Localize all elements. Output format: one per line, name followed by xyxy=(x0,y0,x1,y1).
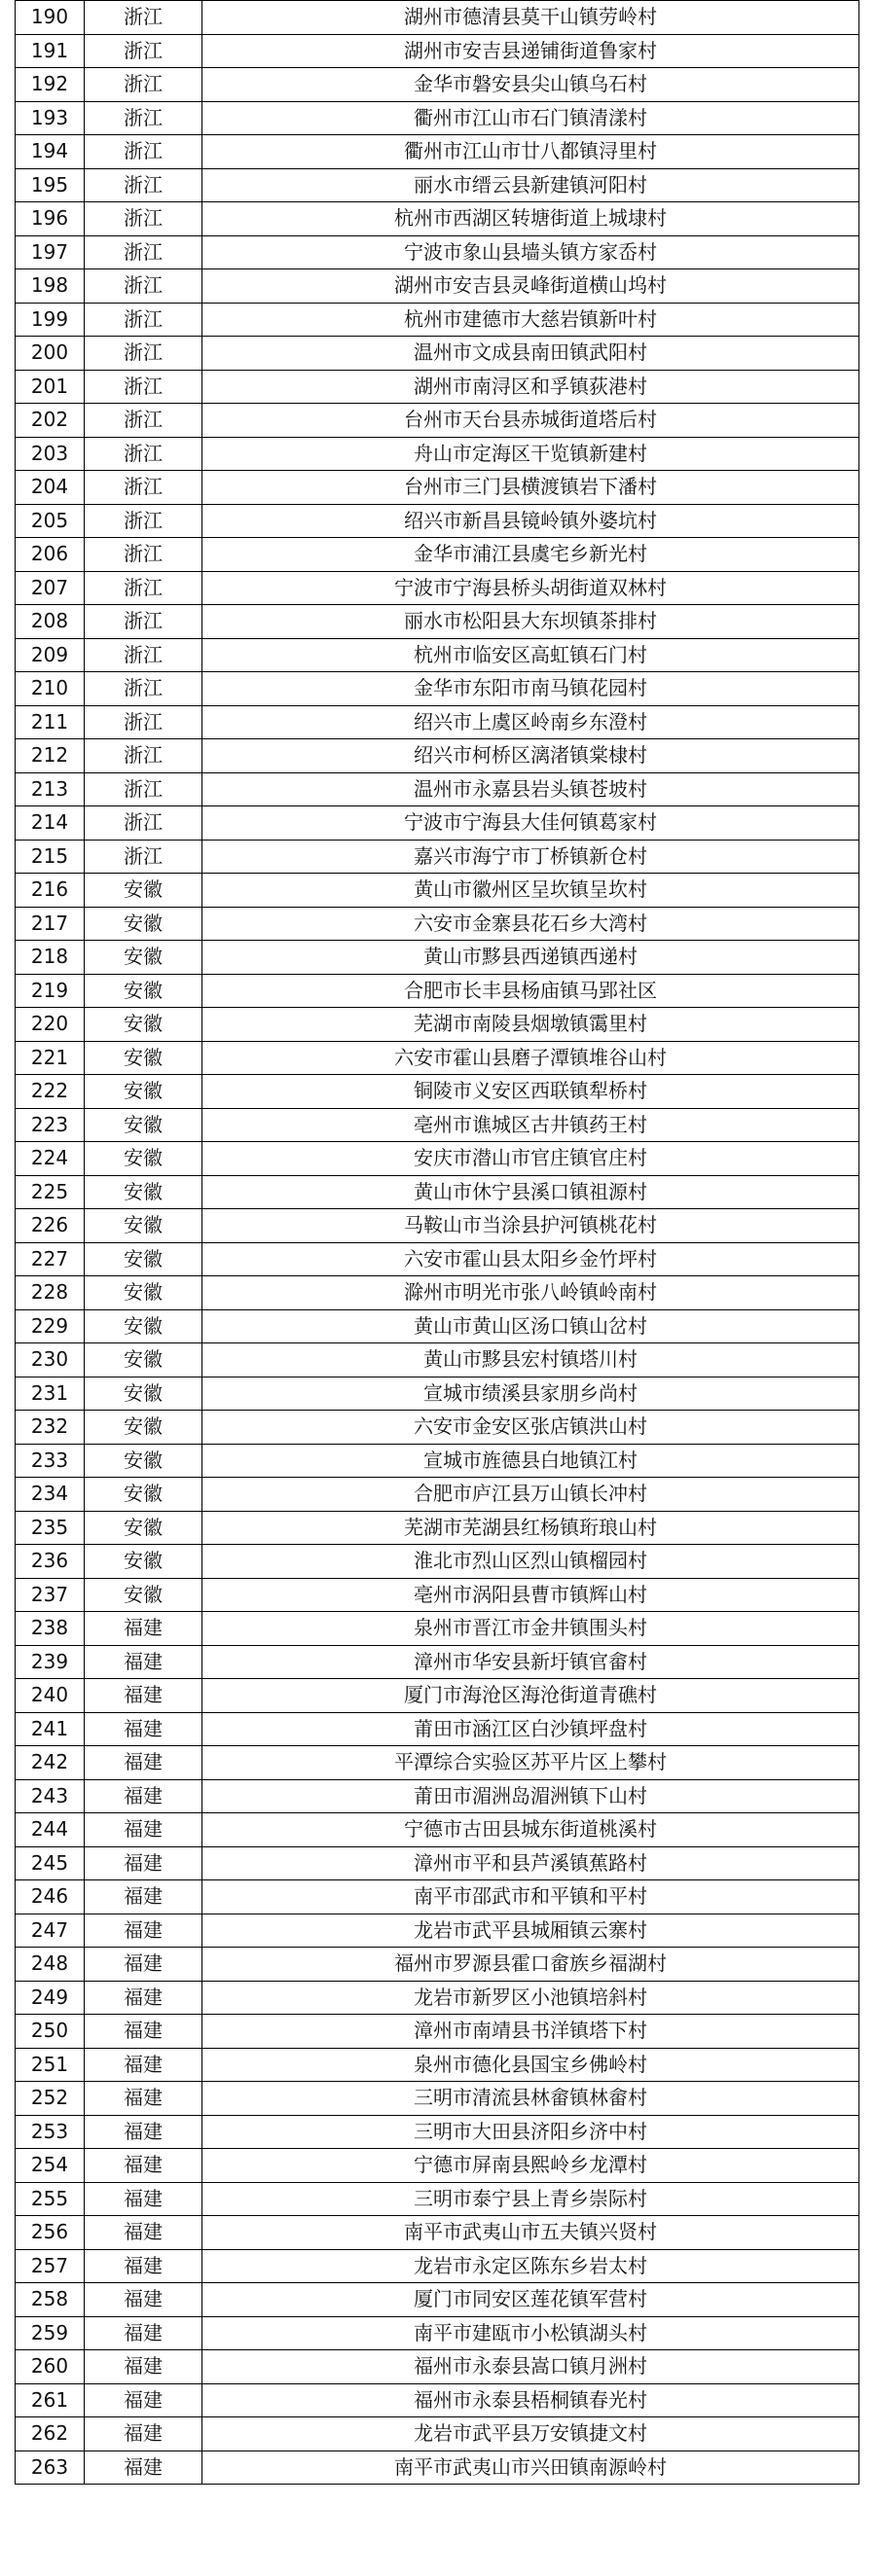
row-number-cell: 255 xyxy=(16,2182,85,2216)
village-name-cell: 漳州市南靖县书洋镇塔下村 xyxy=(202,2015,859,2049)
table-row xyxy=(16,1880,859,1914)
province-cell: 浙江 xyxy=(85,1,202,35)
table-row xyxy=(16,68,859,102)
row-number-cell: 222 xyxy=(16,1075,85,1109)
table-row xyxy=(16,1209,859,1243)
row-number-cell: 228 xyxy=(16,1276,85,1310)
village-name-cell: 嘉兴市海宁市丁桥镇新仓村 xyxy=(202,840,859,874)
row-number-cell: 247 xyxy=(16,1914,85,1948)
village-list-table xyxy=(15,0,859,2485)
row-number-cell: 251 xyxy=(16,2048,85,2082)
province-cell: 福建 xyxy=(85,2216,202,2250)
province-cell: 福建 xyxy=(85,1746,202,1780)
village-name-cell: 丽水市缙云县新建镇河阳村 xyxy=(202,168,859,202)
table-row xyxy=(16,168,859,202)
province-cell: 安徽 xyxy=(85,1377,202,1411)
row-number-cell: 209 xyxy=(16,638,85,672)
row-number-cell: 262 xyxy=(16,2417,85,2451)
table-row xyxy=(16,1242,859,1276)
row-number-cell: 215 xyxy=(16,840,85,874)
province-cell: 福建 xyxy=(85,1612,202,1646)
table-row xyxy=(16,1981,859,2015)
row-number-cell: 204 xyxy=(16,471,85,505)
table-row xyxy=(16,34,859,68)
table-row xyxy=(16,202,859,236)
village-name-cell: 绍兴市上虞区岭南乡东澄村 xyxy=(202,705,859,739)
row-number-cell: 250 xyxy=(16,2015,85,2049)
village-name-cell: 六安市霍山县磨子潭镇堆谷山村 xyxy=(202,1041,859,1075)
row-number-cell: 260 xyxy=(16,2350,85,2384)
province-cell: 福建 xyxy=(85,1779,202,1813)
row-number-cell: 198 xyxy=(16,269,85,304)
province-cell: 浙江 xyxy=(85,638,202,672)
table-row xyxy=(16,2082,859,2116)
village-name-cell: 莆田市涵江区白沙镇坪盘村 xyxy=(202,1712,859,1746)
row-number-cell: 233 xyxy=(16,1444,85,1478)
row-number-cell: 219 xyxy=(16,974,85,1008)
village-name-cell: 福州市永泰县梧桐镇春光村 xyxy=(202,2383,859,2417)
table-row xyxy=(16,605,859,639)
row-number-cell: 230 xyxy=(16,1343,85,1377)
table-row xyxy=(16,2249,859,2283)
province-cell: 安徽 xyxy=(85,1242,202,1276)
province-cell: 安徽 xyxy=(85,1075,202,1109)
table-row xyxy=(16,303,859,337)
village-name-cell: 宁德市古田县城东街道桃溪村 xyxy=(202,1813,859,1847)
row-number-cell: 193 xyxy=(16,101,85,135)
province-cell: 安徽 xyxy=(85,874,202,908)
row-number-cell: 202 xyxy=(16,404,85,438)
province-cell: 浙江 xyxy=(85,471,202,505)
village-name-cell: 六安市霍山县太阳乡金竹坪村 xyxy=(202,1242,859,1276)
village-name-cell: 芜湖市南陵县烟墩镇霭里村 xyxy=(202,1008,859,1042)
village-name-cell: 三明市泰宁县上青乡崇际村 xyxy=(202,2182,859,2216)
province-cell: 福建 xyxy=(85,2316,202,2350)
row-number-cell: 220 xyxy=(16,1008,85,1042)
table-row xyxy=(16,1612,859,1646)
table-row xyxy=(16,1008,859,1042)
province-cell: 浙江 xyxy=(85,538,202,572)
province-cell: 安徽 xyxy=(85,1175,202,1209)
province-cell: 福建 xyxy=(85,1948,202,1982)
table-row xyxy=(16,471,859,505)
table-row xyxy=(16,1578,859,1612)
table-row xyxy=(16,2283,859,2317)
table-row xyxy=(16,1948,859,1982)
row-number-cell: 254 xyxy=(16,2149,85,2183)
province-cell: 浙江 xyxy=(85,202,202,236)
table-row xyxy=(16,1343,859,1377)
village-name-cell: 黄山市黟县西递镇西递村 xyxy=(202,941,859,975)
province-cell: 福建 xyxy=(85,2149,202,2183)
table-row xyxy=(16,941,859,975)
row-number-cell: 191 xyxy=(16,34,85,68)
village-name-cell: 龙岩市武平县城厢镇云寨村 xyxy=(202,1914,859,1948)
village-name-cell: 漳州市华安县新圩镇官畲村 xyxy=(202,1645,859,1679)
village-name-cell: 衢州市江山市石门镇清漾村 xyxy=(202,101,859,135)
village-name-cell: 安庆市潜山市官庄镇官庄村 xyxy=(202,1142,859,1176)
village-name-cell: 台州市三门县横渡镇岩下潘村 xyxy=(202,471,859,505)
village-name-cell: 湖州市南浔区和孚镇荻港村 xyxy=(202,370,859,404)
village-name-cell: 漳州市平和县芦溪镇蕉路村 xyxy=(202,1846,859,1880)
table-row xyxy=(16,974,859,1008)
table-row xyxy=(16,1309,859,1343)
table-row xyxy=(16,2216,859,2250)
province-cell: 福建 xyxy=(85,1712,202,1746)
province-cell: 安徽 xyxy=(85,1343,202,1377)
table-row xyxy=(16,1779,859,1813)
row-number-cell: 223 xyxy=(16,1108,85,1142)
province-cell: 安徽 xyxy=(85,1511,202,1545)
row-number-cell: 242 xyxy=(16,1746,85,1780)
table-row xyxy=(16,739,859,773)
village-name-cell: 舟山市定海区干览镇新建村 xyxy=(202,437,859,471)
row-number-cell: 216 xyxy=(16,874,85,908)
village-name-cell: 亳州市谯城区古井镇药王村 xyxy=(202,1108,859,1142)
table-row xyxy=(16,1411,859,1445)
province-cell: 浙江 xyxy=(85,605,202,639)
province-cell: 福建 xyxy=(85,2015,202,2049)
row-number-cell: 195 xyxy=(16,168,85,202)
village-name-cell: 合肥市庐江县万山镇长冲村 xyxy=(202,1478,859,1512)
village-name-cell: 六安市金安区张店镇洪山村 xyxy=(202,1411,859,1445)
province-cell: 安徽 xyxy=(85,1142,202,1176)
village-name-cell: 合肥市长丰县杨庙镇马郢社区 xyxy=(202,974,859,1008)
province-cell: 福建 xyxy=(85,1880,202,1914)
row-number-cell: 210 xyxy=(16,672,85,706)
table-row xyxy=(16,404,859,438)
row-number-cell: 237 xyxy=(16,1578,85,1612)
village-name-cell: 亳州市涡阳县曹市镇辉山村 xyxy=(202,1578,859,1612)
row-number-cell: 194 xyxy=(16,135,85,169)
table-row xyxy=(16,1,859,35)
table-row xyxy=(16,1511,859,1545)
province-cell: 安徽 xyxy=(85,1444,202,1478)
province-cell: 福建 xyxy=(85,2182,202,2216)
village-name-cell: 绍兴市柯桥区漓渚镇棠棣村 xyxy=(202,739,859,773)
village-name-cell: 温州市文成县南田镇武阳村 xyxy=(202,337,859,371)
row-number-cell: 256 xyxy=(16,2216,85,2250)
table-row xyxy=(16,638,859,672)
village-name-cell: 宁德市屏南县熙岭乡龙潭村 xyxy=(202,2149,859,2183)
row-number-cell: 245 xyxy=(16,1846,85,1880)
row-number-cell: 259 xyxy=(16,2316,85,2350)
table-row xyxy=(16,1746,859,1780)
village-name-cell: 福州市罗源县霍口畲族乡福湖村 xyxy=(202,1948,859,1982)
table-row xyxy=(16,135,859,169)
village-name-cell: 龙岩市新罗区小池镇培斜村 xyxy=(202,1981,859,2015)
province-cell: 浙江 xyxy=(85,303,202,337)
province-cell: 福建 xyxy=(85,1846,202,1880)
row-number-cell: 246 xyxy=(16,1880,85,1914)
village-name-cell: 六安市金寨县花石乡大湾村 xyxy=(202,907,859,941)
table-row xyxy=(16,101,859,135)
province-cell: 福建 xyxy=(85,1813,202,1847)
province-cell: 福建 xyxy=(85,1679,202,1713)
village-name-cell: 莆田市湄洲岛湄洲镇下山村 xyxy=(202,1779,859,1813)
table-row xyxy=(16,2015,859,2049)
table-body xyxy=(16,1,859,2485)
row-number-cell: 231 xyxy=(16,1377,85,1411)
village-name-cell: 杭州市西湖区转塘街道上城埭村 xyxy=(202,202,859,236)
province-cell: 福建 xyxy=(85,2350,202,2384)
village-name-cell: 龙岩市永定区陈东乡岩太村 xyxy=(202,2249,859,2283)
province-cell: 福建 xyxy=(85,2249,202,2283)
province-cell: 浙江 xyxy=(85,840,202,874)
village-name-cell: 厦门市同安区莲花镇军营村 xyxy=(202,2283,859,2317)
village-name-cell: 宣城市旌德县白地镇江村 xyxy=(202,1444,859,1478)
village-name-cell: 金华市东阳市南马镇花园村 xyxy=(202,672,859,706)
row-number-cell: 192 xyxy=(16,68,85,102)
village-name-cell: 平潭综合实验区苏平片区上攀村 xyxy=(202,1746,859,1780)
village-name-cell: 黄山市徽州区呈坎镇呈坎村 xyxy=(202,874,859,908)
table-row xyxy=(16,1276,859,1310)
row-number-cell: 196 xyxy=(16,202,85,236)
village-name-cell: 杭州市建德市大慈岩镇新叶村 xyxy=(202,303,859,337)
village-name-cell: 台州市天台县赤城街道塔后村 xyxy=(202,404,859,438)
province-cell: 安徽 xyxy=(85,1041,202,1075)
row-number-cell: 227 xyxy=(16,1242,85,1276)
province-cell: 浙江 xyxy=(85,68,202,102)
province-cell: 福建 xyxy=(85,2283,202,2317)
table-row xyxy=(16,806,859,841)
table-row xyxy=(16,1679,859,1713)
village-name-cell: 滁州市明光市张八岭镇岭南村 xyxy=(202,1276,859,1310)
row-number-cell: 240 xyxy=(16,1679,85,1713)
row-number-cell: 200 xyxy=(16,337,85,371)
province-cell: 安徽 xyxy=(85,974,202,1008)
province-cell: 安徽 xyxy=(85,1478,202,1512)
province-cell: 安徽 xyxy=(85,1209,202,1243)
table-row xyxy=(16,2149,859,2183)
row-number-cell: 232 xyxy=(16,1411,85,1445)
village-name-cell: 龙岩市武平县万安镇捷文村 xyxy=(202,2417,859,2451)
row-number-cell: 244 xyxy=(16,1813,85,1847)
row-number-cell: 217 xyxy=(16,907,85,941)
village-name-cell: 南平市武夷山市兴田镇南源岭村 xyxy=(202,2451,859,2485)
province-cell: 浙江 xyxy=(85,672,202,706)
village-name-cell: 湖州市安吉县灵峰街道横山坞村 xyxy=(202,269,859,304)
province-cell: 浙江 xyxy=(85,337,202,371)
village-name-cell: 南平市武夷山市五夫镇兴贤村 xyxy=(202,2216,859,2250)
province-cell: 福建 xyxy=(85,2451,202,2485)
table-row xyxy=(16,437,859,471)
village-name-cell: 马鞍山市当涂县护河镇桃花村 xyxy=(202,1209,859,1243)
village-name-cell: 三明市大田县济阳乡济中村 xyxy=(202,2115,859,2149)
table-row xyxy=(16,772,859,806)
province-cell: 浙江 xyxy=(85,772,202,806)
village-name-cell: 三明市清流县林畲镇林畲村 xyxy=(202,2082,859,2116)
table-row xyxy=(16,840,859,874)
table-row xyxy=(16,1175,859,1209)
table-row xyxy=(16,571,859,605)
province-cell: 福建 xyxy=(85,2048,202,2082)
village-name-cell: 湖州市安吉县递铺街道鲁家村 xyxy=(202,34,859,68)
row-number-cell: 229 xyxy=(16,1309,85,1343)
province-cell: 浙江 xyxy=(85,235,202,269)
province-cell: 浙江 xyxy=(85,404,202,438)
province-cell: 浙江 xyxy=(85,269,202,304)
table-row xyxy=(16,672,859,706)
row-number-cell: 213 xyxy=(16,772,85,806)
province-cell: 浙江 xyxy=(85,739,202,773)
province-cell: 福建 xyxy=(85,2115,202,2149)
province-cell: 安徽 xyxy=(85,1578,202,1612)
table-row xyxy=(16,504,859,538)
province-cell: 安徽 xyxy=(85,1411,202,1445)
row-number-cell: 207 xyxy=(16,571,85,605)
row-number-cell: 252 xyxy=(16,2082,85,2116)
table-row xyxy=(16,269,859,304)
village-name-cell: 厦门市海沧区海沧街道青礁村 xyxy=(202,1679,859,1713)
province-cell: 浙江 xyxy=(85,135,202,169)
row-number-cell: 225 xyxy=(16,1175,85,1209)
village-name-cell: 宣城市绩溪县家朋乡尚村 xyxy=(202,1377,859,1411)
village-name-cell: 绍兴市新昌县镜岭镇外婆坑村 xyxy=(202,504,859,538)
table-row xyxy=(16,1377,859,1411)
province-cell: 浙江 xyxy=(85,705,202,739)
row-number-cell: 241 xyxy=(16,1712,85,1746)
row-number-cell: 212 xyxy=(16,739,85,773)
village-name-cell: 泉州市晋江市金井镇围头村 xyxy=(202,1612,859,1646)
table-row xyxy=(16,1645,859,1679)
village-name-cell: 泉州市德化县国宝乡佛岭村 xyxy=(202,2048,859,2082)
village-name-cell: 黄山市黟县宏村镇塔川村 xyxy=(202,1343,859,1377)
province-cell: 安徽 xyxy=(85,1276,202,1310)
table-row xyxy=(16,1914,859,1948)
province-cell: 福建 xyxy=(85,1914,202,1948)
province-cell: 安徽 xyxy=(85,1108,202,1142)
province-cell: 福建 xyxy=(85,2383,202,2417)
table-row xyxy=(16,907,859,941)
row-number-cell: 243 xyxy=(16,1779,85,1813)
province-cell: 浙江 xyxy=(85,504,202,538)
row-number-cell: 249 xyxy=(16,1981,85,2015)
village-name-cell: 铜陵市义安区西联镇犁桥村 xyxy=(202,1075,859,1109)
province-cell: 福建 xyxy=(85,2082,202,2116)
table-row xyxy=(16,2451,859,2485)
row-number-cell: 253 xyxy=(16,2115,85,2149)
province-cell: 安徽 xyxy=(85,941,202,975)
table-row xyxy=(16,1545,859,1579)
row-number-cell: 211 xyxy=(16,705,85,739)
table-row xyxy=(16,1846,859,1880)
table-row xyxy=(16,370,859,404)
table-row xyxy=(16,1478,859,1512)
row-number-cell: 235 xyxy=(16,1511,85,1545)
province-cell: 安徽 xyxy=(85,1309,202,1343)
village-name-cell: 南平市建瓯市小松镇湖头村 xyxy=(202,2316,859,2350)
table-row xyxy=(16,337,859,371)
table-row xyxy=(16,2383,859,2417)
table-row xyxy=(16,2417,859,2451)
province-cell: 浙江 xyxy=(85,806,202,841)
village-name-cell: 黄山市黄山区汤口镇山岔村 xyxy=(202,1309,859,1343)
table-row xyxy=(16,235,859,269)
row-number-cell: 206 xyxy=(16,538,85,572)
row-number-cell: 258 xyxy=(16,2283,85,2317)
table-row xyxy=(16,2115,859,2149)
row-number-cell: 218 xyxy=(16,941,85,975)
table-row xyxy=(16,2182,859,2216)
table-row xyxy=(16,2316,859,2350)
province-cell: 浙江 xyxy=(85,370,202,404)
province-cell: 福建 xyxy=(85,2417,202,2451)
row-number-cell: 236 xyxy=(16,1545,85,1579)
province-cell: 浙江 xyxy=(85,571,202,605)
province-cell: 福建 xyxy=(85,1645,202,1679)
village-name-cell: 南平市邵武市和平镇和平村 xyxy=(202,1880,859,1914)
village-name-cell: 宁波市象山县墙头镇方家岙村 xyxy=(202,235,859,269)
village-name-cell: 金华市浦江县虞宅乡新光村 xyxy=(202,538,859,572)
row-number-cell: 238 xyxy=(16,1612,85,1646)
province-cell: 浙江 xyxy=(85,101,202,135)
table-row xyxy=(16,2350,859,2384)
village-name-cell: 杭州市临安区高虹镇石门村 xyxy=(202,638,859,672)
table-row xyxy=(16,1813,859,1847)
row-number-cell: 248 xyxy=(16,1948,85,1982)
row-number-cell: 263 xyxy=(16,2451,85,2485)
row-number-cell: 203 xyxy=(16,437,85,471)
province-cell: 安徽 xyxy=(85,907,202,941)
province-cell: 浙江 xyxy=(85,168,202,202)
province-cell: 安徽 xyxy=(85,1545,202,1579)
village-name-cell: 芜湖市芜湖县红杨镇珩琅山村 xyxy=(202,1511,859,1545)
row-number-cell: 197 xyxy=(16,235,85,269)
village-name-cell: 衢州市江山市廿八都镇浔里村 xyxy=(202,135,859,169)
village-name-cell: 福州市永泰县嵩口镇月洲村 xyxy=(202,2350,859,2384)
village-name-cell: 丽水市松阳县大东坝镇茶排村 xyxy=(202,605,859,639)
village-name-cell: 湖州市德清县莫干山镇劳岭村 xyxy=(202,1,859,35)
row-number-cell: 208 xyxy=(16,605,85,639)
village-name-cell: 黄山市休宁县溪口镇祖源村 xyxy=(202,1175,859,1209)
province-cell: 浙江 xyxy=(85,34,202,68)
province-cell: 福建 xyxy=(85,1981,202,2015)
row-number-cell: 257 xyxy=(16,2249,85,2283)
row-number-cell: 234 xyxy=(16,1478,85,1512)
province-cell: 安徽 xyxy=(85,1008,202,1042)
row-number-cell: 221 xyxy=(16,1041,85,1075)
village-name-cell: 温州市永嘉县岩头镇苍坡村 xyxy=(202,772,859,806)
row-number-cell: 226 xyxy=(16,1209,85,1243)
row-number-cell: 201 xyxy=(16,370,85,404)
village-name-cell: 金华市磐安县尖山镇乌石村 xyxy=(202,68,859,102)
row-number-cell: 205 xyxy=(16,504,85,538)
province-cell: 浙江 xyxy=(85,437,202,471)
table-row xyxy=(16,538,859,572)
table-row xyxy=(16,1444,859,1478)
row-number-cell: 190 xyxy=(16,1,85,35)
row-number-cell: 214 xyxy=(16,806,85,841)
table-row xyxy=(16,705,859,739)
row-number-cell: 199 xyxy=(16,303,85,337)
village-name-cell: 淮北市烈山区烈山镇榴园村 xyxy=(202,1545,859,1579)
table-row xyxy=(16,2048,859,2082)
table-row xyxy=(16,1041,859,1075)
table-row xyxy=(16,1108,859,1142)
table-row xyxy=(16,1142,859,1176)
row-number-cell: 239 xyxy=(16,1645,85,1679)
row-number-cell: 224 xyxy=(16,1142,85,1176)
village-name-cell: 宁波市宁海县大佳何镇葛家村 xyxy=(202,806,859,841)
row-number-cell: 261 xyxy=(16,2383,85,2417)
table-row xyxy=(16,874,859,908)
table-row xyxy=(16,1712,859,1746)
table-row xyxy=(16,1075,859,1109)
village-name-cell: 宁波市宁海县桥头胡街道双林村 xyxy=(202,571,859,605)
